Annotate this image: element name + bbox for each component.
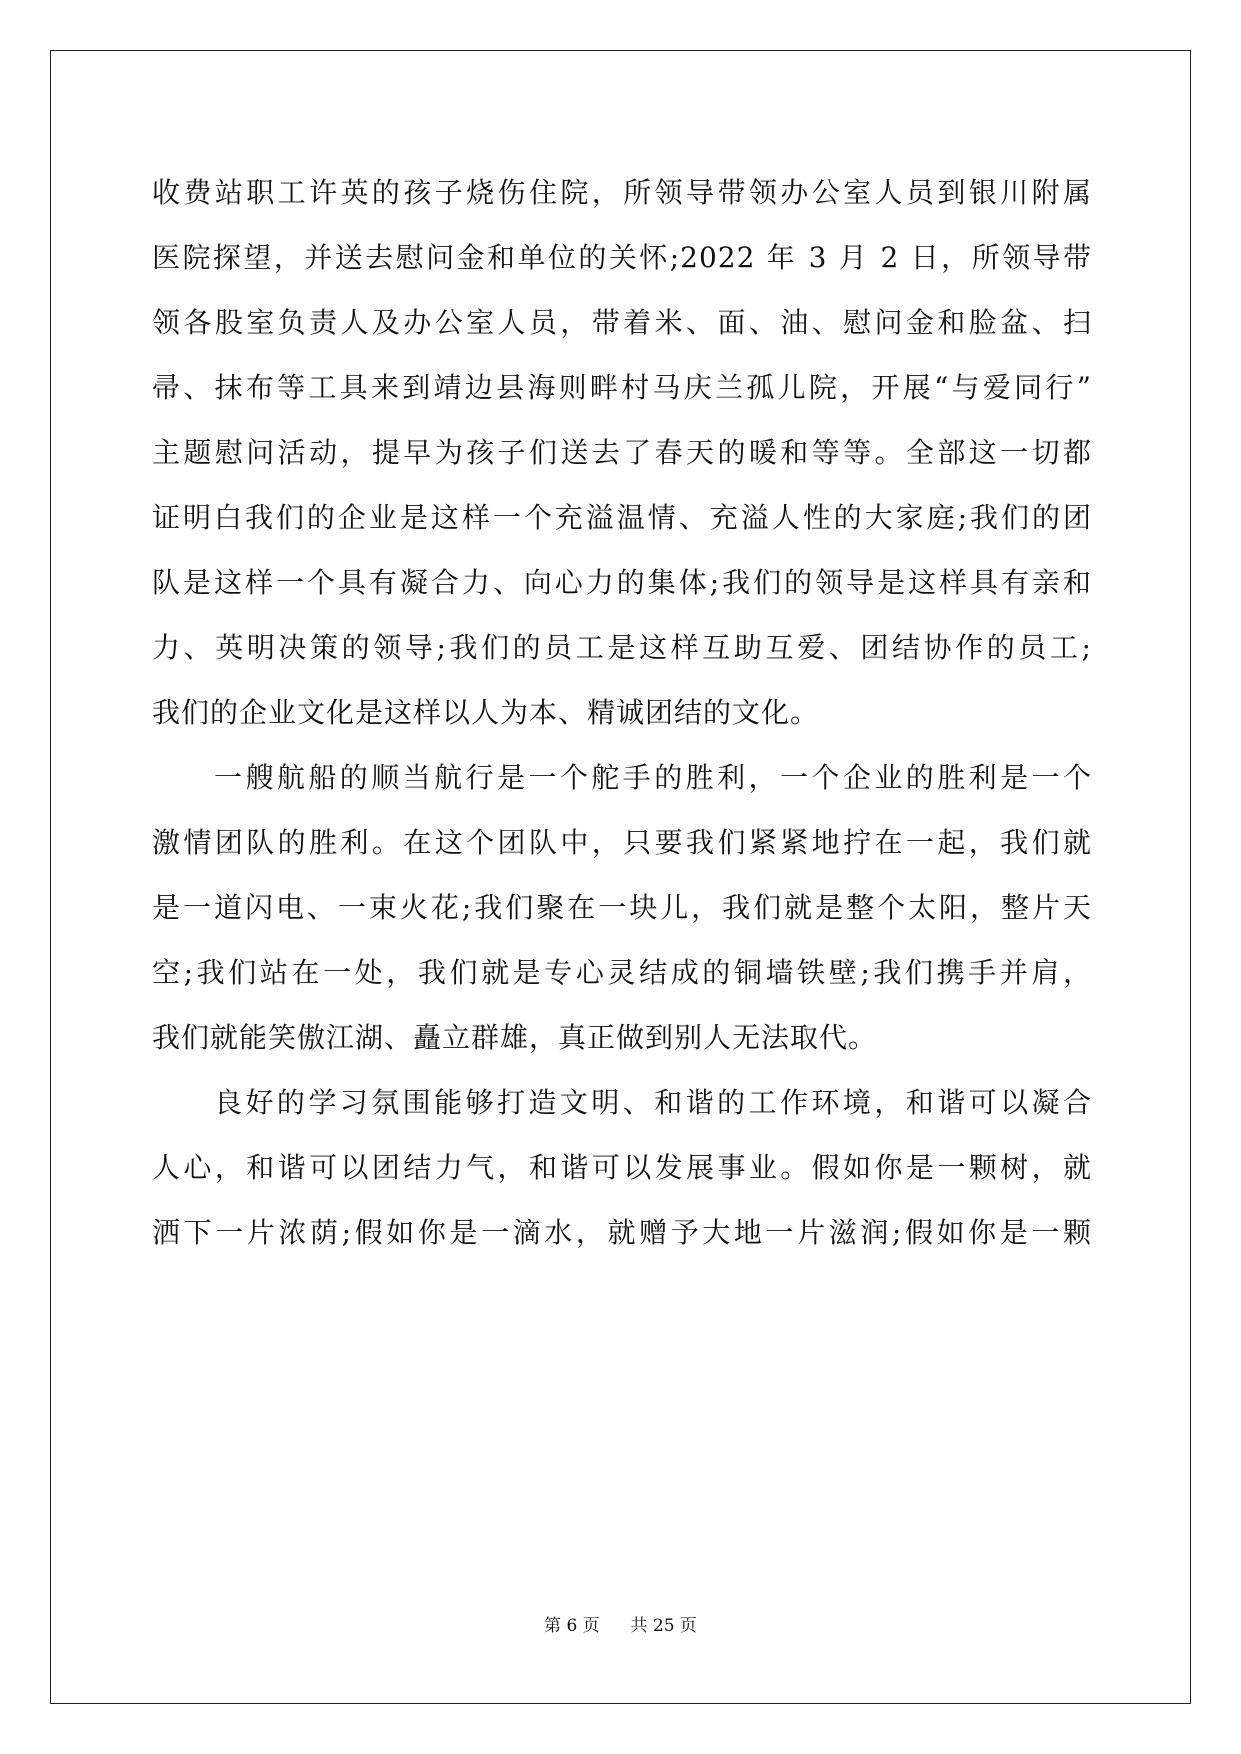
- text-line: 队是这样一个具有凝合力、向心力的集体;我们的领导是这样具有亲和: [152, 566, 1092, 599]
- text-line: 我们就能笑傲江湖、矗立群雄，真正做到别人无法取代。: [152, 1021, 878, 1054]
- text-line: 洒下一片浓荫;假如你是一滴水，就赠予大地一片滋润;假如你是一颗: [152, 1216, 1092, 1249]
- text-line: 激情团队的胜利。在这个团队中，只要我们紧紧地拧在一起，我们就: [152, 826, 1092, 859]
- page-total: 共 25 页: [630, 1616, 697, 1636]
- text-line: 帚、抹布等工具来到靖边县海则畔村马庆兰孤儿院，开展“与爱同行”: [152, 371, 1092, 404]
- page-number: 第 6 页: [544, 1616, 600, 1636]
- text-line: 领各股室负责人及办公室人员，带着米、面、油、慰问金和脸盆、扫: [152, 306, 1092, 339]
- text-line: 一艘航船的顺当航行是一个舵手的胜利，一个企业的胜利是一个: [214, 761, 1092, 794]
- text-line: 收费站职工许英的孩子烧伤住院，所领导带领办公室人员到银川附属: [152, 176, 1092, 209]
- text-line: 空;我们站在一处，我们就是专心灵结成的铜墙铁壁;我们携手并肩，: [152, 956, 1092, 989]
- text-line: 是一道闪电、一束火花;我们聚在一块儿，我们就是整个太阳，整片天: [152, 891, 1092, 924]
- document-body: [152, 160, 1092, 1265]
- text-line: 证明白我们的企业是这样一个充溢温情、充溢人性的大家庭;我们的团: [152, 501, 1092, 534]
- paragraph-1: [152, 160, 1092, 745]
- paragraph-2: [152, 745, 1092, 1070]
- text-line: 我们的企业文化是这样以人为本、精诚团结的文化。: [152, 696, 820, 729]
- text-line: 良好的学习氛围能够打造文明、和谐的工作环境，和谐可以凝合: [214, 1086, 1092, 1119]
- text-line: 力、英明决策的领导;我们的员工是这样互助互爱、团结协作的员工;: [152, 631, 1092, 664]
- text-line: 人心，和谐可以团结力气，和谐可以发展事业。假如你是一颗树，就: [152, 1151, 1092, 1184]
- page-footer: [0, 1614, 1241, 1638]
- text-line: 主题慰问活动，提早为孩子们送去了春天的暖和等等。全部这一切都: [152, 436, 1092, 469]
- text-line: 医院探望，并送去慰问金和单位的关怀;2022 年 3 月 2 日，所领导带: [152, 241, 1092, 274]
- paragraph-3: [152, 1070, 1092, 1265]
